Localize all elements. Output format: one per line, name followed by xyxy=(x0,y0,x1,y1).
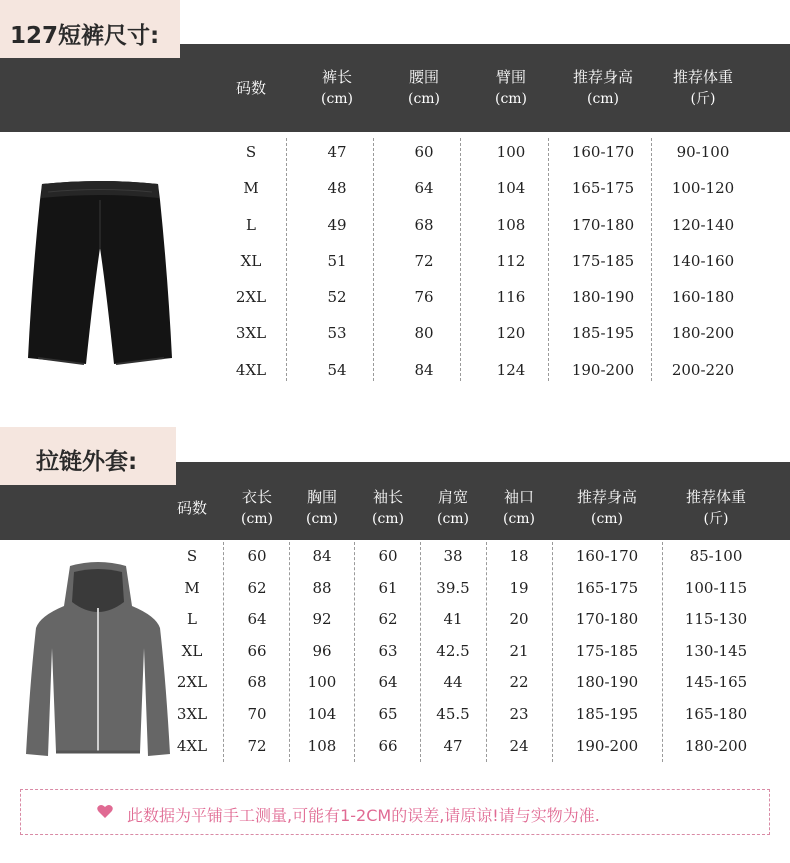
jacket-table-cell: XL xyxy=(181,641,203,660)
shorts-header-cell xyxy=(321,66,353,110)
shorts-header-cell xyxy=(408,66,440,110)
jacket-table-cell: 84 xyxy=(312,547,332,565)
shorts-table-cell: 200-220 xyxy=(671,360,735,379)
jacket-header-cell xyxy=(577,486,637,530)
jacket-table-cell: 22 xyxy=(509,673,529,692)
shorts-table-cell: 180-190 xyxy=(571,288,635,307)
shorts-table-cell: 80 xyxy=(414,324,434,343)
jacket-table-cell: 21 xyxy=(509,641,529,660)
shorts-table-cell: 100 xyxy=(496,143,526,161)
jacket-table-cell: 72 xyxy=(247,736,267,755)
shorts-table-cell: 120-140 xyxy=(671,215,735,234)
jacket-table-cell: 23 xyxy=(509,704,529,723)
shorts-table-cell: 160-170 xyxy=(571,143,635,161)
shorts-header-unit: (斤) xyxy=(690,91,716,107)
shorts-header-cell xyxy=(573,66,633,110)
jacket-table-cell: 39.5 xyxy=(436,578,470,597)
shorts-table-cell: 3XL xyxy=(235,324,267,343)
jacket-table-cell: 63 xyxy=(378,641,398,660)
shorts-table-cell: 170-180 xyxy=(571,215,635,234)
shorts-table-cell: XL xyxy=(240,251,262,270)
shorts-column xyxy=(497,134,526,388)
jacket-column xyxy=(177,541,207,762)
jacket-header-label: 推荐体重 xyxy=(685,488,747,506)
heart-icon xyxy=(97,804,113,819)
jacket-table-cell: 180-200 xyxy=(684,736,748,755)
jacket-header-label: 袖长 xyxy=(372,488,404,506)
shorts-image xyxy=(28,178,172,368)
jacket-header-cell xyxy=(241,486,273,530)
jacket-header-label: 胸围 xyxy=(306,488,338,506)
shorts-table-cell: 76 xyxy=(414,288,434,307)
jacket-divider xyxy=(354,542,355,762)
jacket-table-cell: 145-165 xyxy=(684,673,748,692)
shorts-table-cell: 84 xyxy=(414,360,434,379)
measurement-note-box xyxy=(20,789,770,835)
shorts-section-title: 127短裤尺寸: xyxy=(0,0,180,58)
jacket-table-cell: 108 xyxy=(307,736,337,755)
shorts-table-cell: 116 xyxy=(496,288,526,307)
jacket-table-cell: 64 xyxy=(247,610,267,629)
shorts-column xyxy=(414,134,433,388)
measurement-note-text: 此数据为平铺手工测量,可能有1-2CM的误差,请原谅!请与实物为准. xyxy=(127,806,600,825)
shorts-table-cell: 165-175 xyxy=(571,179,635,198)
shorts-header-label: 推荐身高 xyxy=(572,68,634,86)
jacket-table-cell: M xyxy=(184,578,200,597)
shorts-column xyxy=(572,134,634,388)
shorts-table-cell: 52 xyxy=(327,288,347,307)
jacket-table-cell: 62 xyxy=(378,610,398,629)
jacket-column xyxy=(576,541,638,762)
jacket-divider xyxy=(486,542,487,762)
jacket-column xyxy=(509,541,528,762)
jacket-header-label: 袖口 xyxy=(503,488,535,506)
jacket-table-cell: 160-170 xyxy=(575,547,639,565)
jacket-table-cell: 60 xyxy=(378,547,398,565)
jacket-column xyxy=(247,541,266,762)
shorts-table-cell: 68 xyxy=(414,215,434,234)
shorts-column xyxy=(327,134,346,388)
jacket-header-unit: (cm) xyxy=(590,511,624,527)
shorts-table-cell: 48 xyxy=(327,179,347,198)
shorts-header-label: 腰围 xyxy=(408,68,440,86)
shorts-table-cell: 100-120 xyxy=(671,179,735,198)
shorts-table-cell: 120 xyxy=(496,324,526,343)
jacket-header-cell xyxy=(503,486,535,530)
jacket-table-cell: 66 xyxy=(247,641,267,660)
shorts-header-unit: (cm) xyxy=(586,91,620,107)
jacket-header-cell xyxy=(177,497,207,519)
shorts-table-cell: 190-200 xyxy=(571,360,635,379)
jacket-header-cell xyxy=(437,486,469,530)
shorts-header-cell xyxy=(236,77,266,99)
jacket-table-cell: 64 xyxy=(378,673,398,692)
shorts-table-cell: 51 xyxy=(327,251,347,270)
jacket-table-cell: 190-200 xyxy=(575,736,639,755)
jacket-header-unit: (斤) xyxy=(703,511,729,527)
shorts-divider xyxy=(548,138,549,381)
jacket-divider xyxy=(223,542,224,762)
jacket-table-cell: 68 xyxy=(247,673,267,692)
jacket-table-cell: 175-185 xyxy=(575,641,639,660)
shorts-table-cell: 185-195 xyxy=(571,324,635,343)
jacket-header-label: 码数 xyxy=(176,499,208,517)
shorts-table-cell: 54 xyxy=(327,360,347,379)
jacket-section-title: 拉链外套: xyxy=(0,427,176,485)
jacket-table-cell: 19 xyxy=(509,578,529,597)
jacket-table-cell: 45.5 xyxy=(436,704,470,723)
jacket-header-cell xyxy=(686,486,746,530)
jacket-table-cell: 4XL xyxy=(176,736,208,755)
shorts-header-unit: (cm) xyxy=(320,91,354,107)
shorts-table-cell: 175-185 xyxy=(571,251,635,270)
jacket-header-cell xyxy=(372,486,404,530)
jacket-table-cell: 18 xyxy=(509,547,529,565)
jacket-table-cell: 115-130 xyxy=(684,610,748,629)
shorts-column xyxy=(236,134,266,388)
jacket-header-label: 衣长 xyxy=(241,488,273,506)
jacket-table-cell: 44 xyxy=(443,673,463,692)
jacket-table-cell: 24 xyxy=(509,736,529,755)
jacket-table-cell: 3XL xyxy=(176,704,208,723)
jacket-column xyxy=(378,541,397,762)
jacket-divider xyxy=(289,542,290,762)
shorts-header-label: 推荐体重 xyxy=(672,68,734,86)
shorts-table-cell: 64 xyxy=(414,179,434,198)
shorts-header-label: 码数 xyxy=(235,79,267,97)
jacket-table-cell: 88 xyxy=(312,578,332,597)
shorts-table-cell: 47 xyxy=(327,143,347,161)
jacket-table-cell: 62 xyxy=(247,578,267,597)
shorts-header-cell xyxy=(673,66,733,110)
shorts-table-cell: 108 xyxy=(496,215,526,234)
jacket-column xyxy=(308,541,337,762)
shorts-header-label: 臂围 xyxy=(495,68,527,86)
jacket-table-cell: 185-195 xyxy=(575,704,639,723)
jacket-table-cell: 41 xyxy=(443,610,463,629)
jacket-divider xyxy=(420,542,421,762)
jacket-table-cell: L xyxy=(187,610,197,629)
jacket-table-cell: 2XL xyxy=(176,673,208,692)
jacket-table-cell: 92 xyxy=(312,610,332,629)
jacket-table-cell: 66 xyxy=(378,736,398,755)
jacket-header-label: 肩宽 xyxy=(437,488,469,506)
jacket-divider xyxy=(552,542,553,762)
shorts-table-cell: 72 xyxy=(414,251,434,270)
shorts-table-cell: 140-160 xyxy=(671,251,735,270)
jacket-table-cell: 100-115 xyxy=(684,578,748,597)
jacket-table-cell: 70 xyxy=(247,704,267,723)
jacket-header-unit: (cm) xyxy=(502,511,536,527)
shorts-table-cell: 53 xyxy=(327,324,347,343)
shorts-table-cell: M xyxy=(243,179,259,198)
shorts-table-cell: S xyxy=(245,143,257,161)
shorts-divider xyxy=(286,138,287,381)
jacket-table-cell: 38 xyxy=(443,547,463,565)
shorts-table-cell: 160-180 xyxy=(671,288,735,307)
shorts-divider xyxy=(373,138,374,381)
shorts-table-cell: 60 xyxy=(414,143,434,161)
shorts-divider xyxy=(460,138,461,381)
shorts-divider xyxy=(651,138,652,381)
jacket-table-cell: 180-190 xyxy=(575,673,639,692)
shorts-header-label: 裤长 xyxy=(321,68,353,86)
shorts-table-cell: 49 xyxy=(327,215,347,234)
jacket-table-cell: 96 xyxy=(312,641,332,660)
jacket-table-cell: 165-175 xyxy=(575,578,639,597)
shorts-table-cell: 4XL xyxy=(235,360,267,379)
shorts-table-cell: 2XL xyxy=(235,288,267,307)
shorts-header-unit: (cm) xyxy=(494,91,528,107)
shorts-table-cell: 180-200 xyxy=(671,324,735,343)
jacket-header-unit: (cm) xyxy=(305,511,339,527)
jacket-table-cell: 165-180 xyxy=(684,704,748,723)
shorts-table-cell: 90-100 xyxy=(676,143,730,161)
jacket-table-cell: 61 xyxy=(378,578,398,597)
jacket-divider xyxy=(662,542,663,762)
jacket-table-cell: S xyxy=(186,547,198,565)
shorts-table-cell: 112 xyxy=(496,251,526,270)
jacket-table-cell: 130-145 xyxy=(684,641,748,660)
shorts-column xyxy=(672,134,734,388)
jacket-table-cell: 170-180 xyxy=(575,610,639,629)
jacket-image xyxy=(26,562,170,760)
shorts-table-cell: L xyxy=(246,215,256,234)
jacket-header-unit: (cm) xyxy=(240,511,274,527)
jacket-header-cell xyxy=(306,486,338,530)
jacket-header-label: 推荐身高 xyxy=(576,488,638,506)
jacket-table-cell: 104 xyxy=(307,704,337,723)
shorts-table-cell: 124 xyxy=(496,360,526,379)
jacket-header-unit: (cm) xyxy=(436,511,470,527)
jacket-column xyxy=(685,541,747,762)
jacket-table-cell: 20 xyxy=(509,610,529,629)
shorts-header-cell xyxy=(495,66,527,110)
jacket-table-cell: 100 xyxy=(307,673,337,692)
jacket-table-cell: 65 xyxy=(378,704,398,723)
jacket-table-cell: 60 xyxy=(247,547,267,565)
jacket-table-cell: 42.5 xyxy=(436,641,470,660)
jacket-header-unit: (cm) xyxy=(371,511,405,527)
jacket-column xyxy=(436,541,469,762)
jacket-table-cell: 85-100 xyxy=(689,547,743,565)
shorts-header-unit: (cm) xyxy=(407,91,441,107)
shorts-table-cell: 104 xyxy=(496,179,526,198)
jacket-table-cell: 47 xyxy=(443,736,463,755)
